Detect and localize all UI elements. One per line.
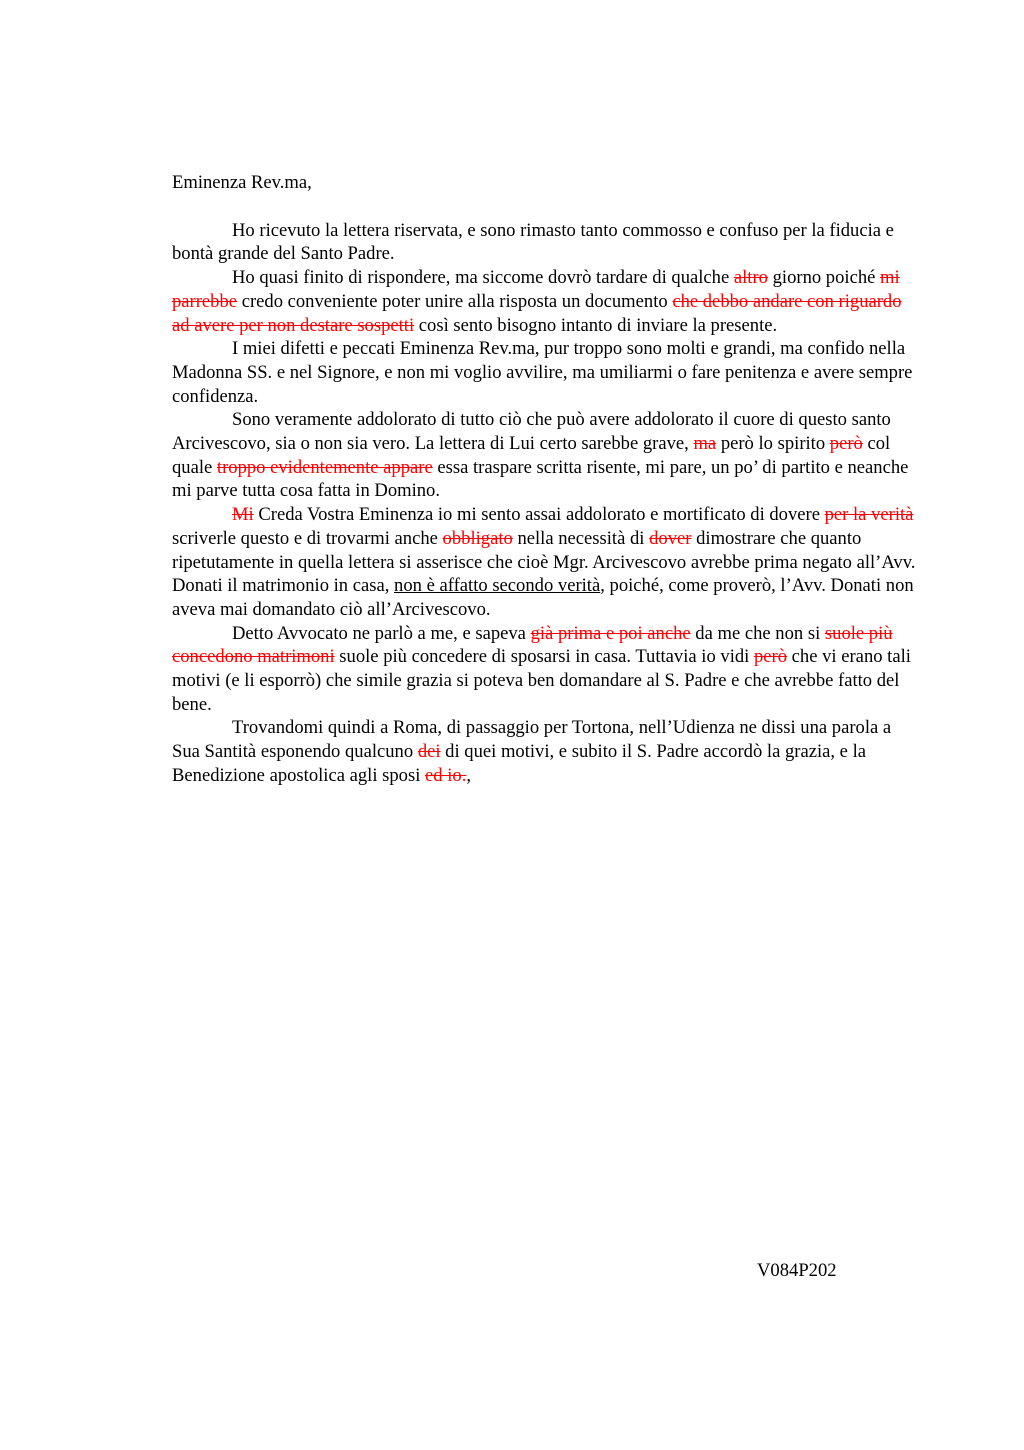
- text-segment: scriverle questo e di trovarmi anche: [172, 527, 443, 549]
- deleted-text: dover: [649, 527, 692, 549]
- deleted-text: altro: [733, 267, 768, 289]
- text-segment: da me che non si: [690, 622, 825, 644]
- deleted-text: mi parrebbe: [172, 267, 900, 312]
- text-segment: Trovandomi quindi a Roma, di passaggio per Tortona, nell’Udienza ne dissi una parola a Sua Santità esponendo qualcuno: [172, 717, 892, 763]
- text-segment: ,: [466, 764, 471, 786]
- paragraph: [172, 219, 920, 266]
- text-segment: Sono veramente addolorato di tutto ciò che può avere addolorato il cuore di questo santo Arcivescovo, sia o non sia vero. La lettera di Lui certo sarebbe grave,: [172, 409, 891, 455]
- paragraph: [172, 503, 920, 622]
- deleted-text: ma: [693, 433, 717, 455]
- text-segment: che vi erano tali motivi (e li esporrò) che simile grazia si poteva ben domandare al S. Padre e che avrebbe fatto del bene.: [172, 646, 911, 715]
- text-segment: di quei motivi, e subito il S. Padre accordò la grazia, e la Benedizione apostolica agli sposi: [172, 741, 866, 786]
- deleted-text: che debbo andare con riguardo ad avere per non destare sospetti: [172, 290, 902, 336]
- text-segment: dimostrare che quanto ripetutamente in quella lettera si asserisce che cioè Mgr. Arcivescovo avrebbe prima negato all’Avv. Donati il matrimonio in casa,: [172, 527, 916, 597]
- salutation: Eminenza Rev.ma,: [172, 172, 312, 193]
- text-segment: essa traspare scritta risente, mi pare, un po’ di partito e neanche mi parve tutta cosa fatta in Domino.: [172, 456, 909, 502]
- paragraph: [172, 408, 920, 503]
- paragraph: [172, 337, 920, 408]
- text-segment: credo conveniente poter unire alla risposta un documento: [237, 290, 673, 312]
- deleted-text: però: [753, 646, 788, 668]
- text-segment: col quale: [172, 433, 891, 478]
- letter-body: [172, 171, 920, 788]
- text-segment: giorno poiché: [767, 267, 881, 289]
- deleted-text: Mi: [232, 504, 254, 526]
- paragraph: [172, 716, 920, 787]
- text-segment: così sento bisogno intanto di inviare la presente.: [414, 314, 778, 336]
- text-segment: Ho quasi finito di rispondere, ma siccome dovrò tardare di qualche: [232, 267, 734, 289]
- deleted-text: però: [829, 433, 863, 455]
- paragraph: [172, 622, 920, 717]
- deleted-text: per la verità: [824, 504, 914, 526]
- deleted-text: suole più concedono matrimoni: [172, 622, 893, 668]
- text-segment: però lo spirito: [716, 433, 830, 455]
- text-segment: I miei difetti e peccati Eminenza Rev.ma, pur troppo sono molti e grandi, ma confido nella Madonna SS. e nel Signore, e non mi voglio avvilire, ma umiliarmi o fare penitenza e avere sempre confidenza.: [172, 338, 913, 407]
- paragraph: [172, 266, 920, 337]
- deleted-text: dei: [417, 741, 441, 763]
- text-segment: Detto Avvocato ne parlò a me, e sapeva: [232, 622, 531, 644]
- text-segment: suole più concedere di sposarsi in casa. Tuttavia io vidi: [334, 646, 754, 668]
- text-segment: , poiché, come proverò, l’Avv. Donati non aveva mai domandato ciò all’Arcivescovo.: [172, 575, 914, 620]
- deleted-text: obbligato: [442, 527, 513, 549]
- deleted-text: già prima e poi anche: [530, 622, 691, 644]
- deleted-text: troppo evidentemente appare: [216, 456, 433, 478]
- text-segment: Ho ricevuto la lettera riservata, e sono rimasto tanto commosso e confuso per la fiducia e bontà grande del Santo Padre.: [172, 219, 894, 265]
- underlined-text: non è affatto secondo verità: [394, 575, 601, 597]
- text-segment: nella necessità di: [512, 527, 650, 549]
- page-identifier: V084P202: [757, 1260, 837, 1281]
- deleted-text: ed io.: [425, 764, 467, 786]
- paragraph-list: [172, 219, 920, 788]
- text-segment: Creda Vostra Eminenza io mi sento assai addolorato e mortificato di dovere: [253, 504, 825, 526]
